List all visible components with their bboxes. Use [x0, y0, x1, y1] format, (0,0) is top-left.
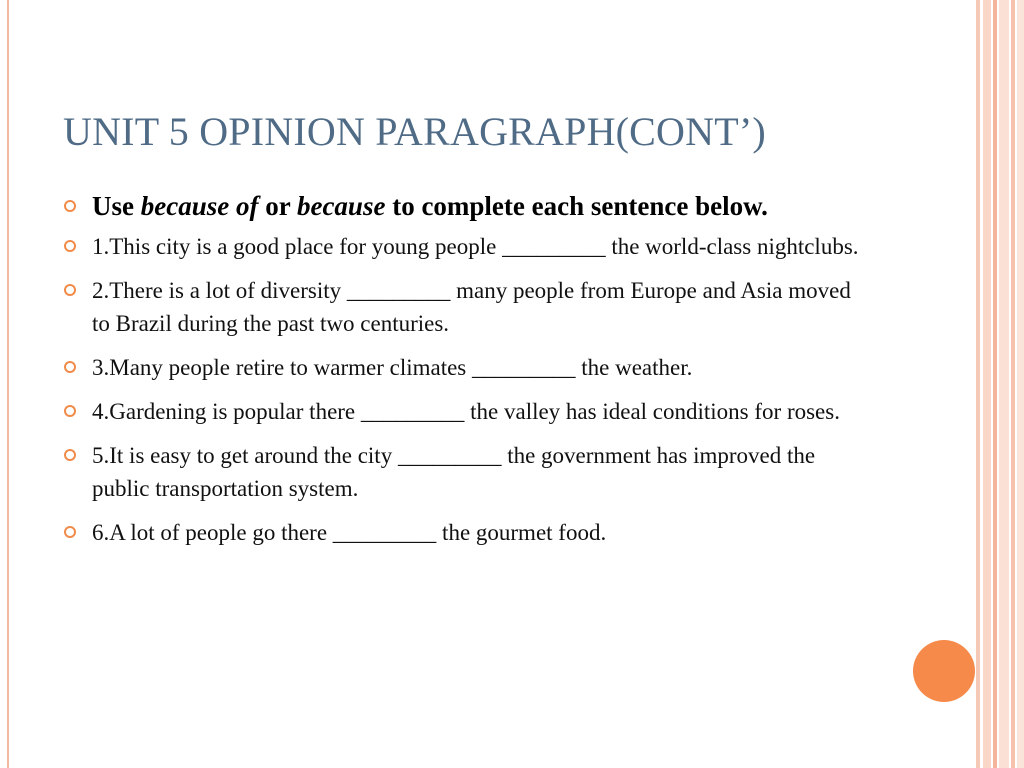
exercise-item — [63, 439, 863, 505]
instruction-text: or — [258, 191, 297, 221]
bullet-icon — [64, 449, 76, 461]
instruction-emphasis: because — [296, 191, 386, 221]
exercise-text: 1.This city is a good place for young people _________ the world-class nightclubs. — [92, 234, 859, 259]
bullet-icon — [64, 405, 76, 417]
right-stripe — [976, 0, 980, 768]
exercise-item — [63, 395, 863, 428]
exercise-item — [63, 274, 863, 340]
bullet-icon — [64, 526, 76, 538]
right-stripe — [983, 0, 991, 768]
instruction-paragraph — [63, 188, 863, 224]
exercise-text: 6.A lot of people go there _________ the gourmet food. — [92, 520, 607, 545]
right-stripe — [1011, 0, 1015, 768]
exercise-item — [63, 516, 863, 549]
decorative-circle — [913, 640, 975, 702]
exercise-item — [63, 230, 863, 263]
exercise-text: 4.Gardening is popular there _________ the valley has ideal conditions for roses. — [92, 399, 840, 424]
instruction-text: to complete each sentence below. — [385, 191, 768, 221]
exercise-text: 5.It is easy to get around the city _________ the government has improved the public transportation system. — [92, 443, 816, 501]
left-border-line — [7, 0, 9, 768]
bullet-icon — [64, 361, 76, 373]
instruction-text: Use — [92, 191, 141, 221]
right-stripe — [993, 0, 997, 768]
exercise-text: 3.Many people retire to warmer climates _________ the weather. — [92, 355, 693, 380]
bullet-icon — [64, 284, 76, 296]
bullet-icon — [64, 240, 76, 252]
exercise-item — [63, 351, 863, 384]
exercise-text: 2.There is a lot of diversity _________ many people from Europe and Asia moved to Brazil during the past two centuries. — [92, 278, 851, 336]
slide-content — [63, 188, 863, 560]
right-stripe — [1017, 0, 1024, 768]
slide-title: UNIT 5 OPINION PARAGRAPH(CONT’) — [63, 109, 766, 154]
instruction-emphasis: because of — [140, 191, 259, 221]
bullet-icon — [64, 200, 76, 212]
right-stripe — [999, 0, 1009, 768]
